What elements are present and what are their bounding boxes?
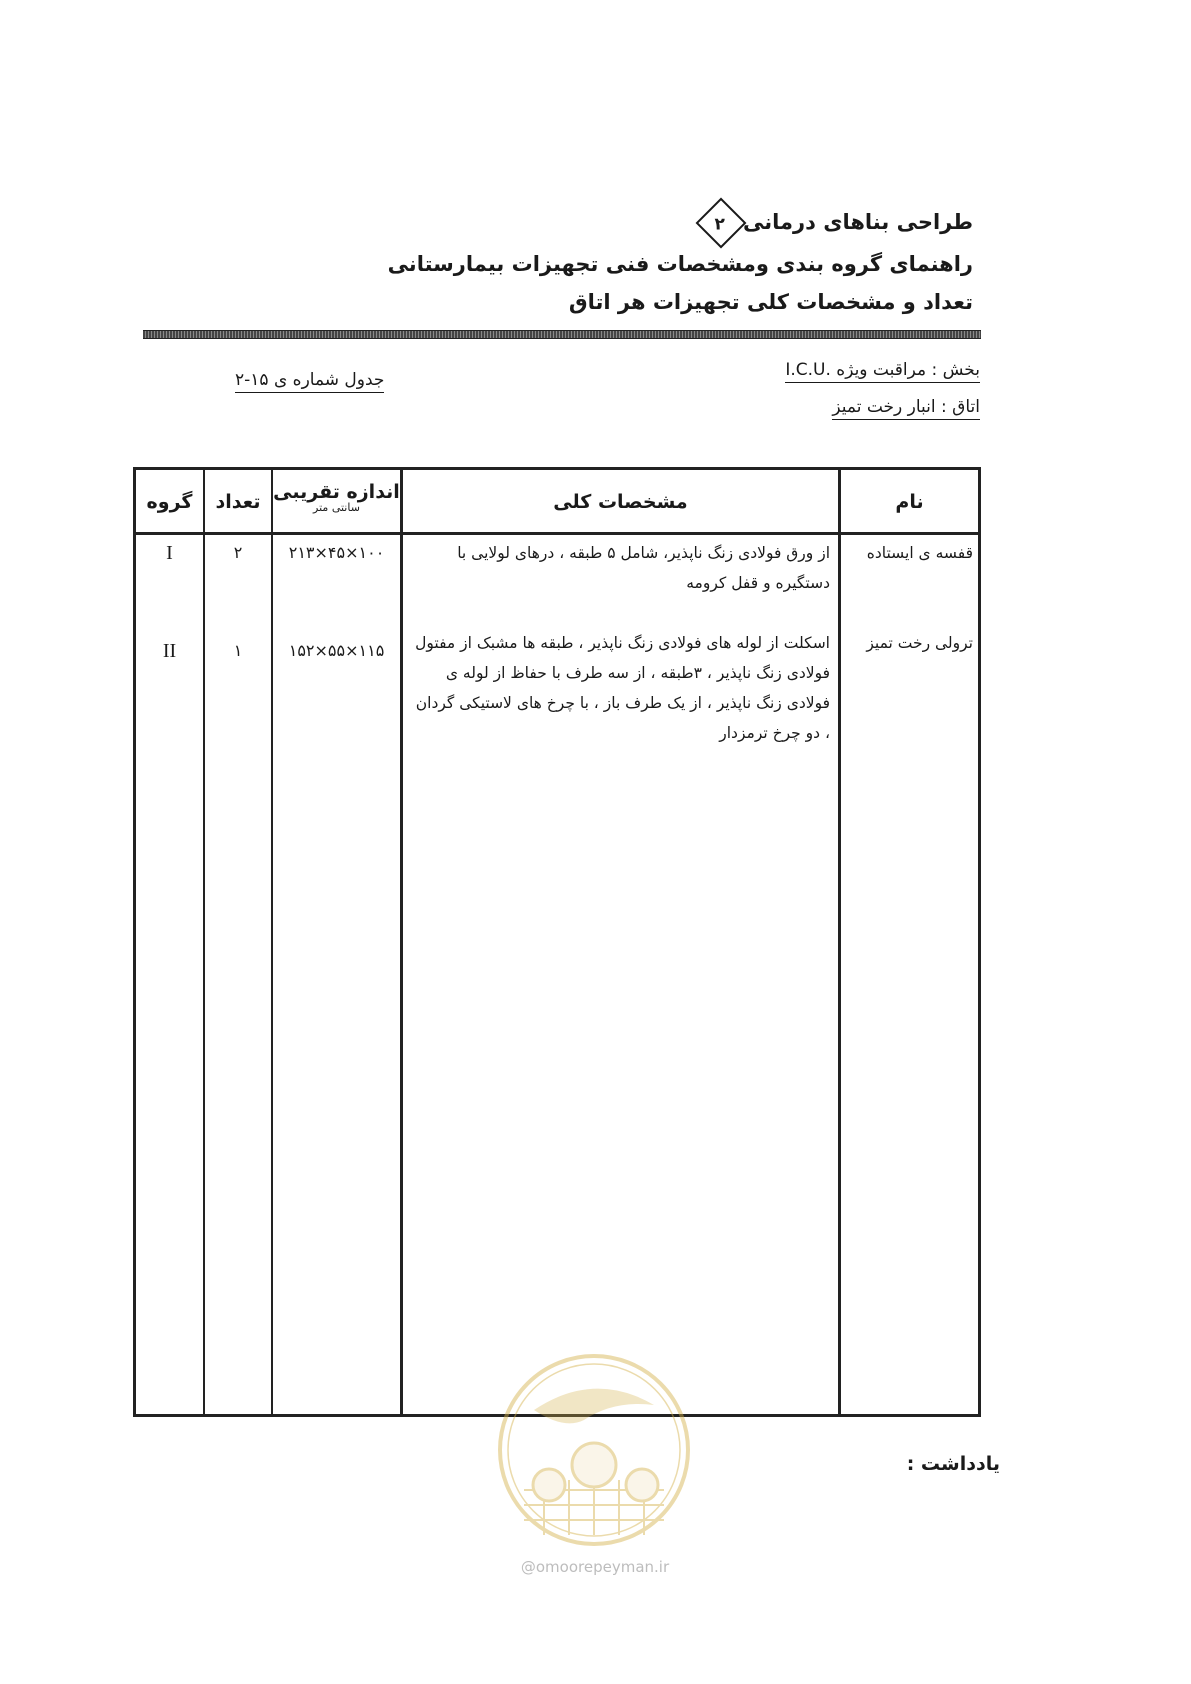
col-divider-specs bbox=[400, 467, 403, 1417]
row-1-name: قفسه ی ایستاده bbox=[866, 544, 973, 562]
header-divider bbox=[143, 330, 981, 339]
col-header-count: تعداد bbox=[215, 491, 261, 513]
section-number-badge: ۲ bbox=[696, 198, 747, 249]
header-title-2: راهنمای گروه بندی ومشخصات فنی تجهیزات بیمارستانی bbox=[387, 252, 973, 276]
col-header-size-label: اندازه تقریبی bbox=[273, 481, 400, 503]
row-1-size: ۱۰۰×۴۵×۲۱۳ bbox=[288, 543, 385, 562]
col-divider-size bbox=[271, 467, 273, 1417]
row-1-group: I bbox=[166, 542, 173, 564]
col-header-group: گروه bbox=[146, 491, 193, 513]
row-2-name: ترولی رخت تمیز bbox=[866, 634, 973, 652]
col-divider-count bbox=[203, 467, 205, 1417]
watermark-logo bbox=[494, 1350, 694, 1550]
row-2-group: II bbox=[162, 640, 177, 662]
header-line1: طراحی بناهای درمانی bbox=[743, 210, 973, 234]
row-1-count: ۲ bbox=[233, 543, 243, 562]
header-title-1 bbox=[699, 205, 973, 241]
header-title-3: تعداد و مشخصات کلی تجهیزات هر اتاق bbox=[568, 290, 973, 314]
notes-label: یادداشت : bbox=[906, 1453, 1000, 1475]
row-2-count: ۱ bbox=[233, 641, 243, 660]
col-header-specs: مشخصات کلی bbox=[553, 491, 688, 513]
row-1-specs: از ورق فولادی زنگ ناپذیر، شامل ۵ طبقه ، درهای لولایی با دستگیره و قفل کرومه bbox=[457, 544, 830, 592]
col-header-size-unit: سانتی متر bbox=[313, 501, 360, 514]
table-header-divider bbox=[133, 532, 981, 535]
department-label: بخش : مراقبت ویژه .I.C.U bbox=[785, 360, 980, 380]
watermark-site: @omoorepeyman.ir bbox=[520, 1558, 670, 1576]
row-2-size: ۱۱۵×۵۵×۱۵۲ bbox=[288, 641, 385, 660]
row-2-specs: اسکلت از لوله های فولادی زنگ ناپذیر ، طبقه ها مشبک از مفتول فولادی زنگ ناپذیر ، ۳طبقه ، از سه طرف با حفاظ از لوله ی فولادی زنگ ناپذیر ، از یک طرف باز ، با چرخ های لاستیکی گردان ، دو چرخ ترمزدار bbox=[415, 634, 830, 742]
col-divider-name bbox=[838, 467, 841, 1417]
table-number: جدول شماره ی ۱۵-۲ bbox=[235, 370, 384, 390]
col-header-name: نام bbox=[895, 491, 924, 513]
equipment-table bbox=[133, 467, 981, 1417]
col-header-size bbox=[273, 482, 400, 522]
room-label: اتاق : انبار رخت تمیز bbox=[832, 397, 980, 417]
